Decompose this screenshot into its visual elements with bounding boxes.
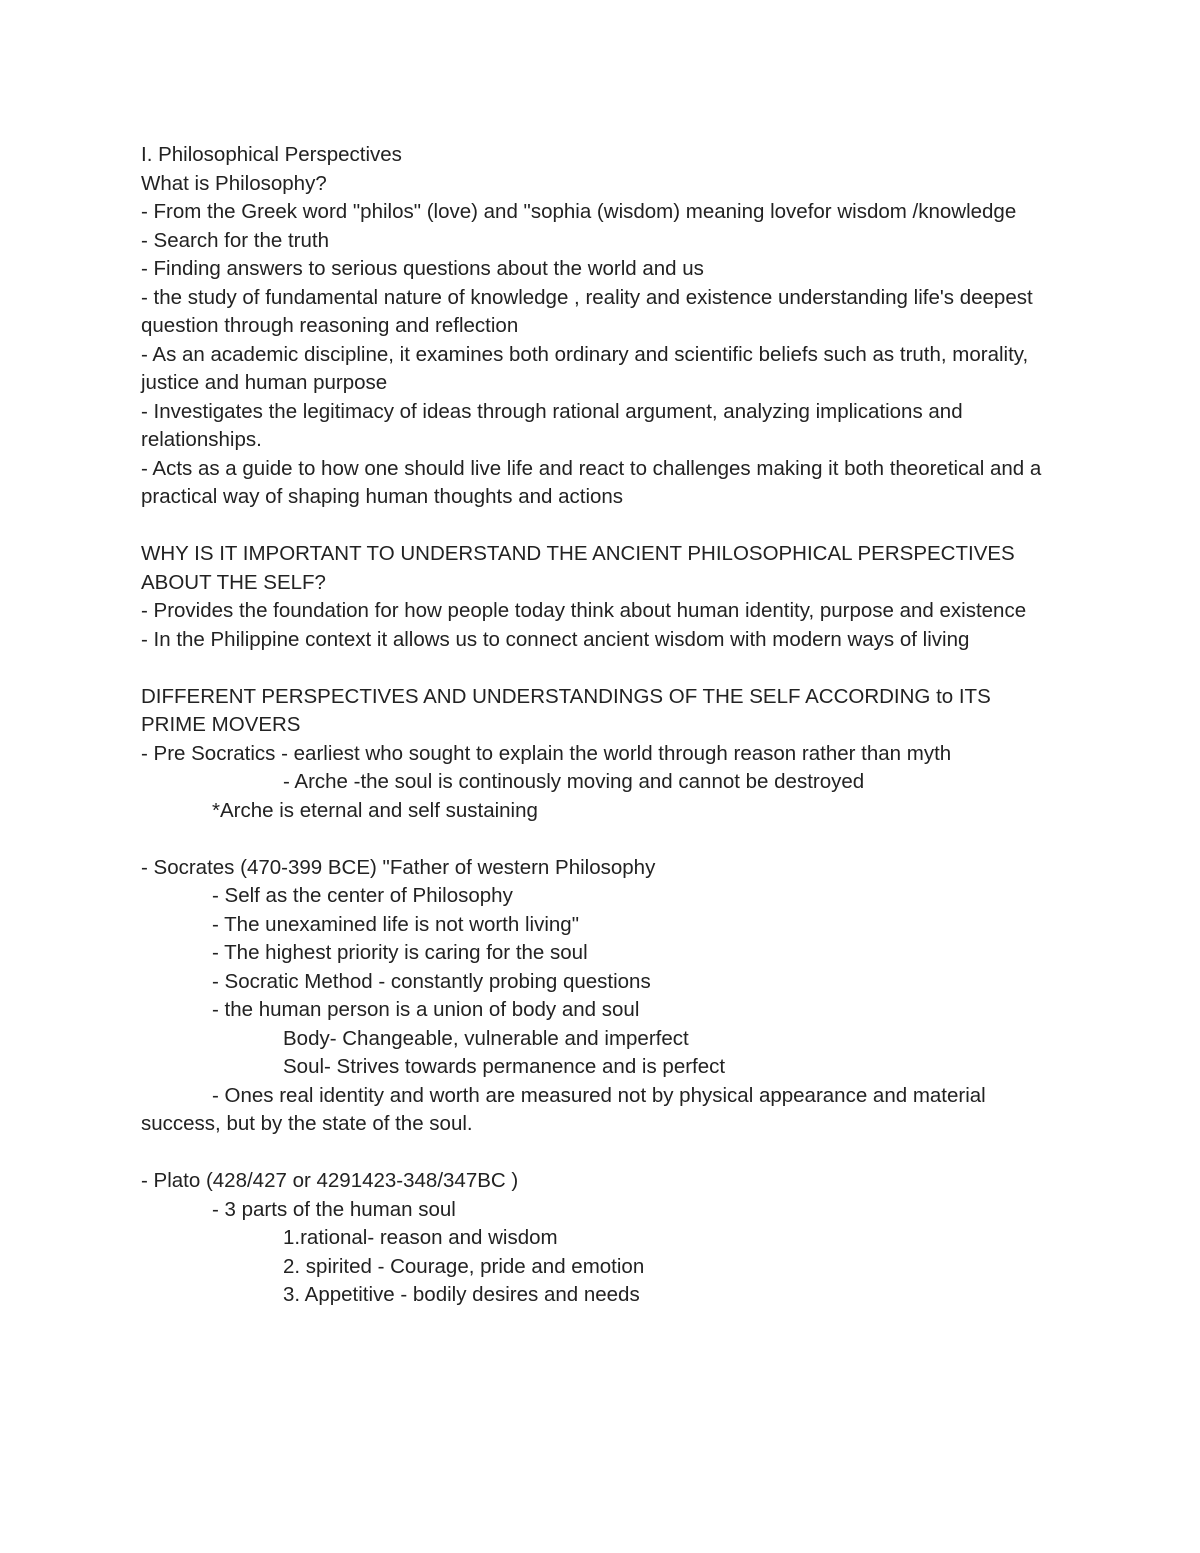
section-heading: DIFFERENT PERSPECTIVES AND UNDERSTANDINGS OF THE SELF ACCORDING to ITS PRIME MOVERS: [141, 684, 991, 736]
soul-part: 1.rational- reason and wisdom: [283, 1226, 558, 1249]
soul-parts-heading: - 3 parts of the human soul: [212, 1197, 456, 1221]
paragraph-gap: [141, 825, 1061, 854]
bullet-line: - Provides the foundation for how people today think about human identity, purpose and existence: [141, 599, 1027, 622]
document-body: [141, 141, 1061, 1310]
plato-line: - Plato (428/427 or 4291423-348/347BC ): [141, 1169, 519, 1192]
bullet-line: - the study of fundamental nature of knowledge , reality and existence understanding life's deepest question through reasoning and reflection: [141, 285, 1033, 337]
bullet-line: - From the Greek word "philos" (love) and "sophia (wisdom) meaning lovefor wisdom /knowledge: [141, 200, 1017, 223]
body-line: Body- Changeable, vulnerable and imperfect: [283, 1026, 689, 1050]
socrates-point: - Self as the center of Philosophy: [212, 884, 513, 907]
bullet-line: - Finding answers to serious questions about the world and us: [141, 257, 704, 280]
soul-line: Soul- Strives towards permanence and is perfect: [283, 1055, 726, 1078]
paragraph-gap: [141, 1139, 1061, 1168]
arche-note: *Arche is eternal and self sustaining: [212, 798, 538, 822]
socrates-point: - The highest priority is caring for the soul: [212, 941, 588, 964]
paragraph-gap: [141, 654, 1061, 683]
bullet-line: - Acts as a guide to how one should live life and react to challenges making it both theoretical and a practical way of shaping human thoughts and actions: [141, 456, 1042, 508]
socrates-point: - Socratic Method - constantly probing questions: [212, 969, 651, 993]
socrates-point: - The unexamined life is not worth living": [212, 912, 579, 936]
arche-line: - Arche -the soul is continously moving and cannot be destroyed: [283, 770, 865, 793]
identity-text: - Ones real identity and worth are measured not by physical appearance and material success, but by the state of the soul.: [141, 1083, 986, 1135]
section-heading: WHY IS IT IMPORTANT TO UNDERSTAND THE ANCIENT PHILOSOPHICAL PERSPECTIVES ABOUT THE SELF?: [141, 542, 1015, 594]
paragraph-gap: [141, 512, 1061, 541]
section-heading: I. Philosophical Perspectives: [141, 143, 402, 166]
bullet-line: - In the Philippine context it allows us to connect ancient wisdom with modern ways of living: [141, 627, 970, 651]
socrates-line: - Socrates (470-399 BCE) "Father of western Philosophy: [141, 855, 656, 879]
soul-part: 2. spirited - Courage, pride and emotion: [283, 1254, 645, 1278]
socrates-point: - the human person is a union of body and soul: [212, 998, 640, 1021]
bullet-line: - Search for the truth: [141, 228, 330, 252]
soul-part: 3. Appetitive - bodily desires and needs: [283, 1283, 640, 1306]
identity-line: [141, 1082, 1061, 1139]
presocratics-line: - Pre Socratics - earliest who sought to explain the world through reason rather than myth: [141, 741, 952, 765]
subheading: What is Philosophy?: [141, 171, 327, 195]
bullet-line: - Investigates the legitimacy of ideas through rational argument, analyzing implications and relationships.: [141, 399, 963, 451]
bullet-line: - As an academic discipline, it examines both ordinary and scientific beliefs such as truth, morality, justice and human purpose: [141, 342, 1029, 394]
